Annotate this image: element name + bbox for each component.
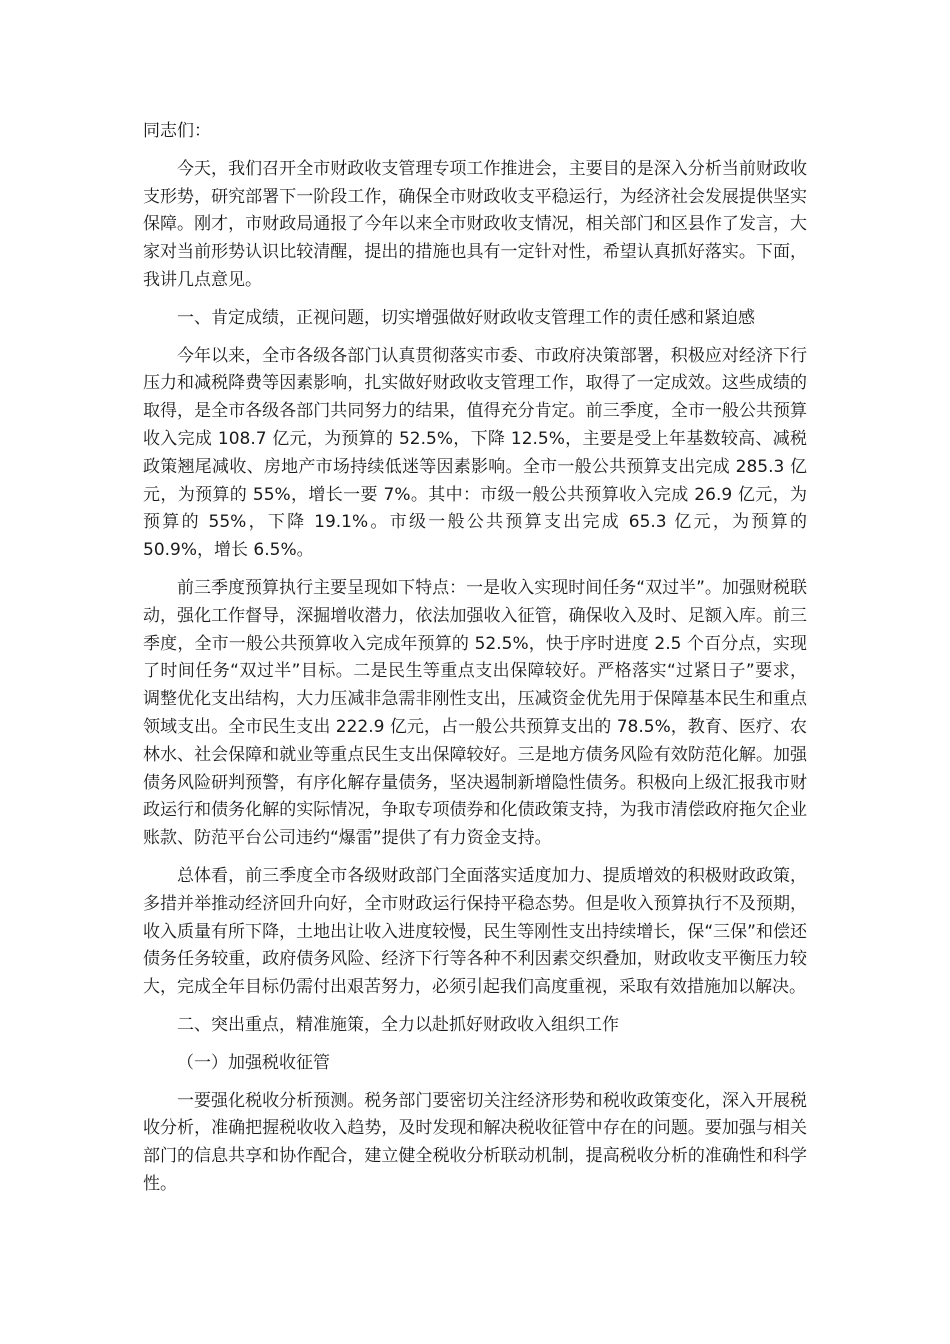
paragraph-intro: 今天，我们召开全市财政收支管理专项工作推进会，主要目的是深入分析当前财政收支形势，研究部署下一阶段工作，确保全市财政收支平稳运行，为经济社会发展提供坚实保障。刚才，市财政局通报了今年以来全市财政收支情况，相关部门和区县作了发言，大家对当前形势认识比较清醒，提出的措施也具有一定针对性，希望认真抓好落实。下面，我讲几点意见。 xyxy=(143,158,807,290)
document-body xyxy=(143,118,807,1209)
section-heading-1: 一、肯定成绩，正视问题，切实增强做好财政收支管理工作的责任感和紧迫感 xyxy=(177,307,755,328)
paragraph-achievements: 今年以来，全市各级各部门认真贯彻落实市委、市政府决策部署，积极应对经济下行压力和减税降费等因素影响，扎实做好财政收支管理工作，取得了一定成效。这些成绩的取得，是全市各级各部门共同努力的结果，值得充分肯定。前三季度，全市一般公共预算收入完成 108.7 亿元，为预算的 52.5%，下降 12.5%，主要是受上年基数较高、减税政策翘尾减收、房地产市场持续低迷等因素影响。全市一般公共预算支出完成 285.3 亿元，为预算的 55%，增长一要 7%。其中：市级一般公共预算收入完成 26.9 亿元，为预算的 55%，下降 19.1%。市级一般公共预算支出完成 65.3 亿元，为预算的 50.9%，增长 6.5%。 xyxy=(143,345,807,561)
section-heading-2: 二、突出重点，精准施策，全力以赴抓好财政收入组织工作 xyxy=(177,1014,619,1035)
salutation: 同志们： xyxy=(143,121,211,141)
paragraph-tax-analysis: 一要强化税收分析预测。税务部门要密切关注经济形势和税收政策变化，深入开展税收分析，准确把握税收收入趋势，及时发现和解决税收征管中存在的问题。要加强与相关部门的信息共享和协作配合，建立健全税收分析联动机制，提高税收分析的准确性和科学性。 xyxy=(143,1090,807,1194)
paragraph-overall: 总体看，前三季度全市各级财政部门全面落实适度加力、提质增效的积极财政政策，多措并举推动经济回升向好，全市财政运行保持平稳态势。但是收入预算执行不及预期，收入质量有所下降，土地出让收入进度较慢，民生等刚性支出持续增长，保“三保”和偿还债务任务较重，政府债务风险、经济下行等各种不利因素交织叠加，财政收支平衡压力较大，完成全年目标仍需付出艰苦努力，必须引起我们高度重视，采取有效措施加以解决。 xyxy=(143,865,807,998)
paragraph-features: 前三季度预算执行主要呈现如下特点：一是收入实现时间任务“双过半”。加强财税联动，强化工作督导，深掘增收潜力，依法加强收入征管，确保收入及时、足额入库。前三季度，全市一般公共预算收入完成年预算的 52.5%，快于序时进度 2.5 个百分点，实现了时间任务“双过半”目标。二是民生等重点支出保障较好。严格落实“过紧日子”要求，调整优化支出结构，大力压减非急需非刚性支出，压减资金优先用于保障基本民生和重点领域支出。全市民生支出 222.9 亿元，占一般公共预算支出的 78.5%，教育、医疗、农林水、社会保障和就业等重点民生支出保障较好。三是地方债务风险有效防范化解。加强债务风险研判预警，有序化解存量债务，坚决遏制新增隐性债务。积极向上级汇报我市财政运行和债务化解的实际情况，争取专项债券和化债政策支持，为我市清偿政府拖欠企业账款、防范平台公司违约“爆雷”提供了有力资金支持。 xyxy=(143,577,807,849)
subsection-heading-1: （一）加强税收征管 xyxy=(177,1052,330,1073)
